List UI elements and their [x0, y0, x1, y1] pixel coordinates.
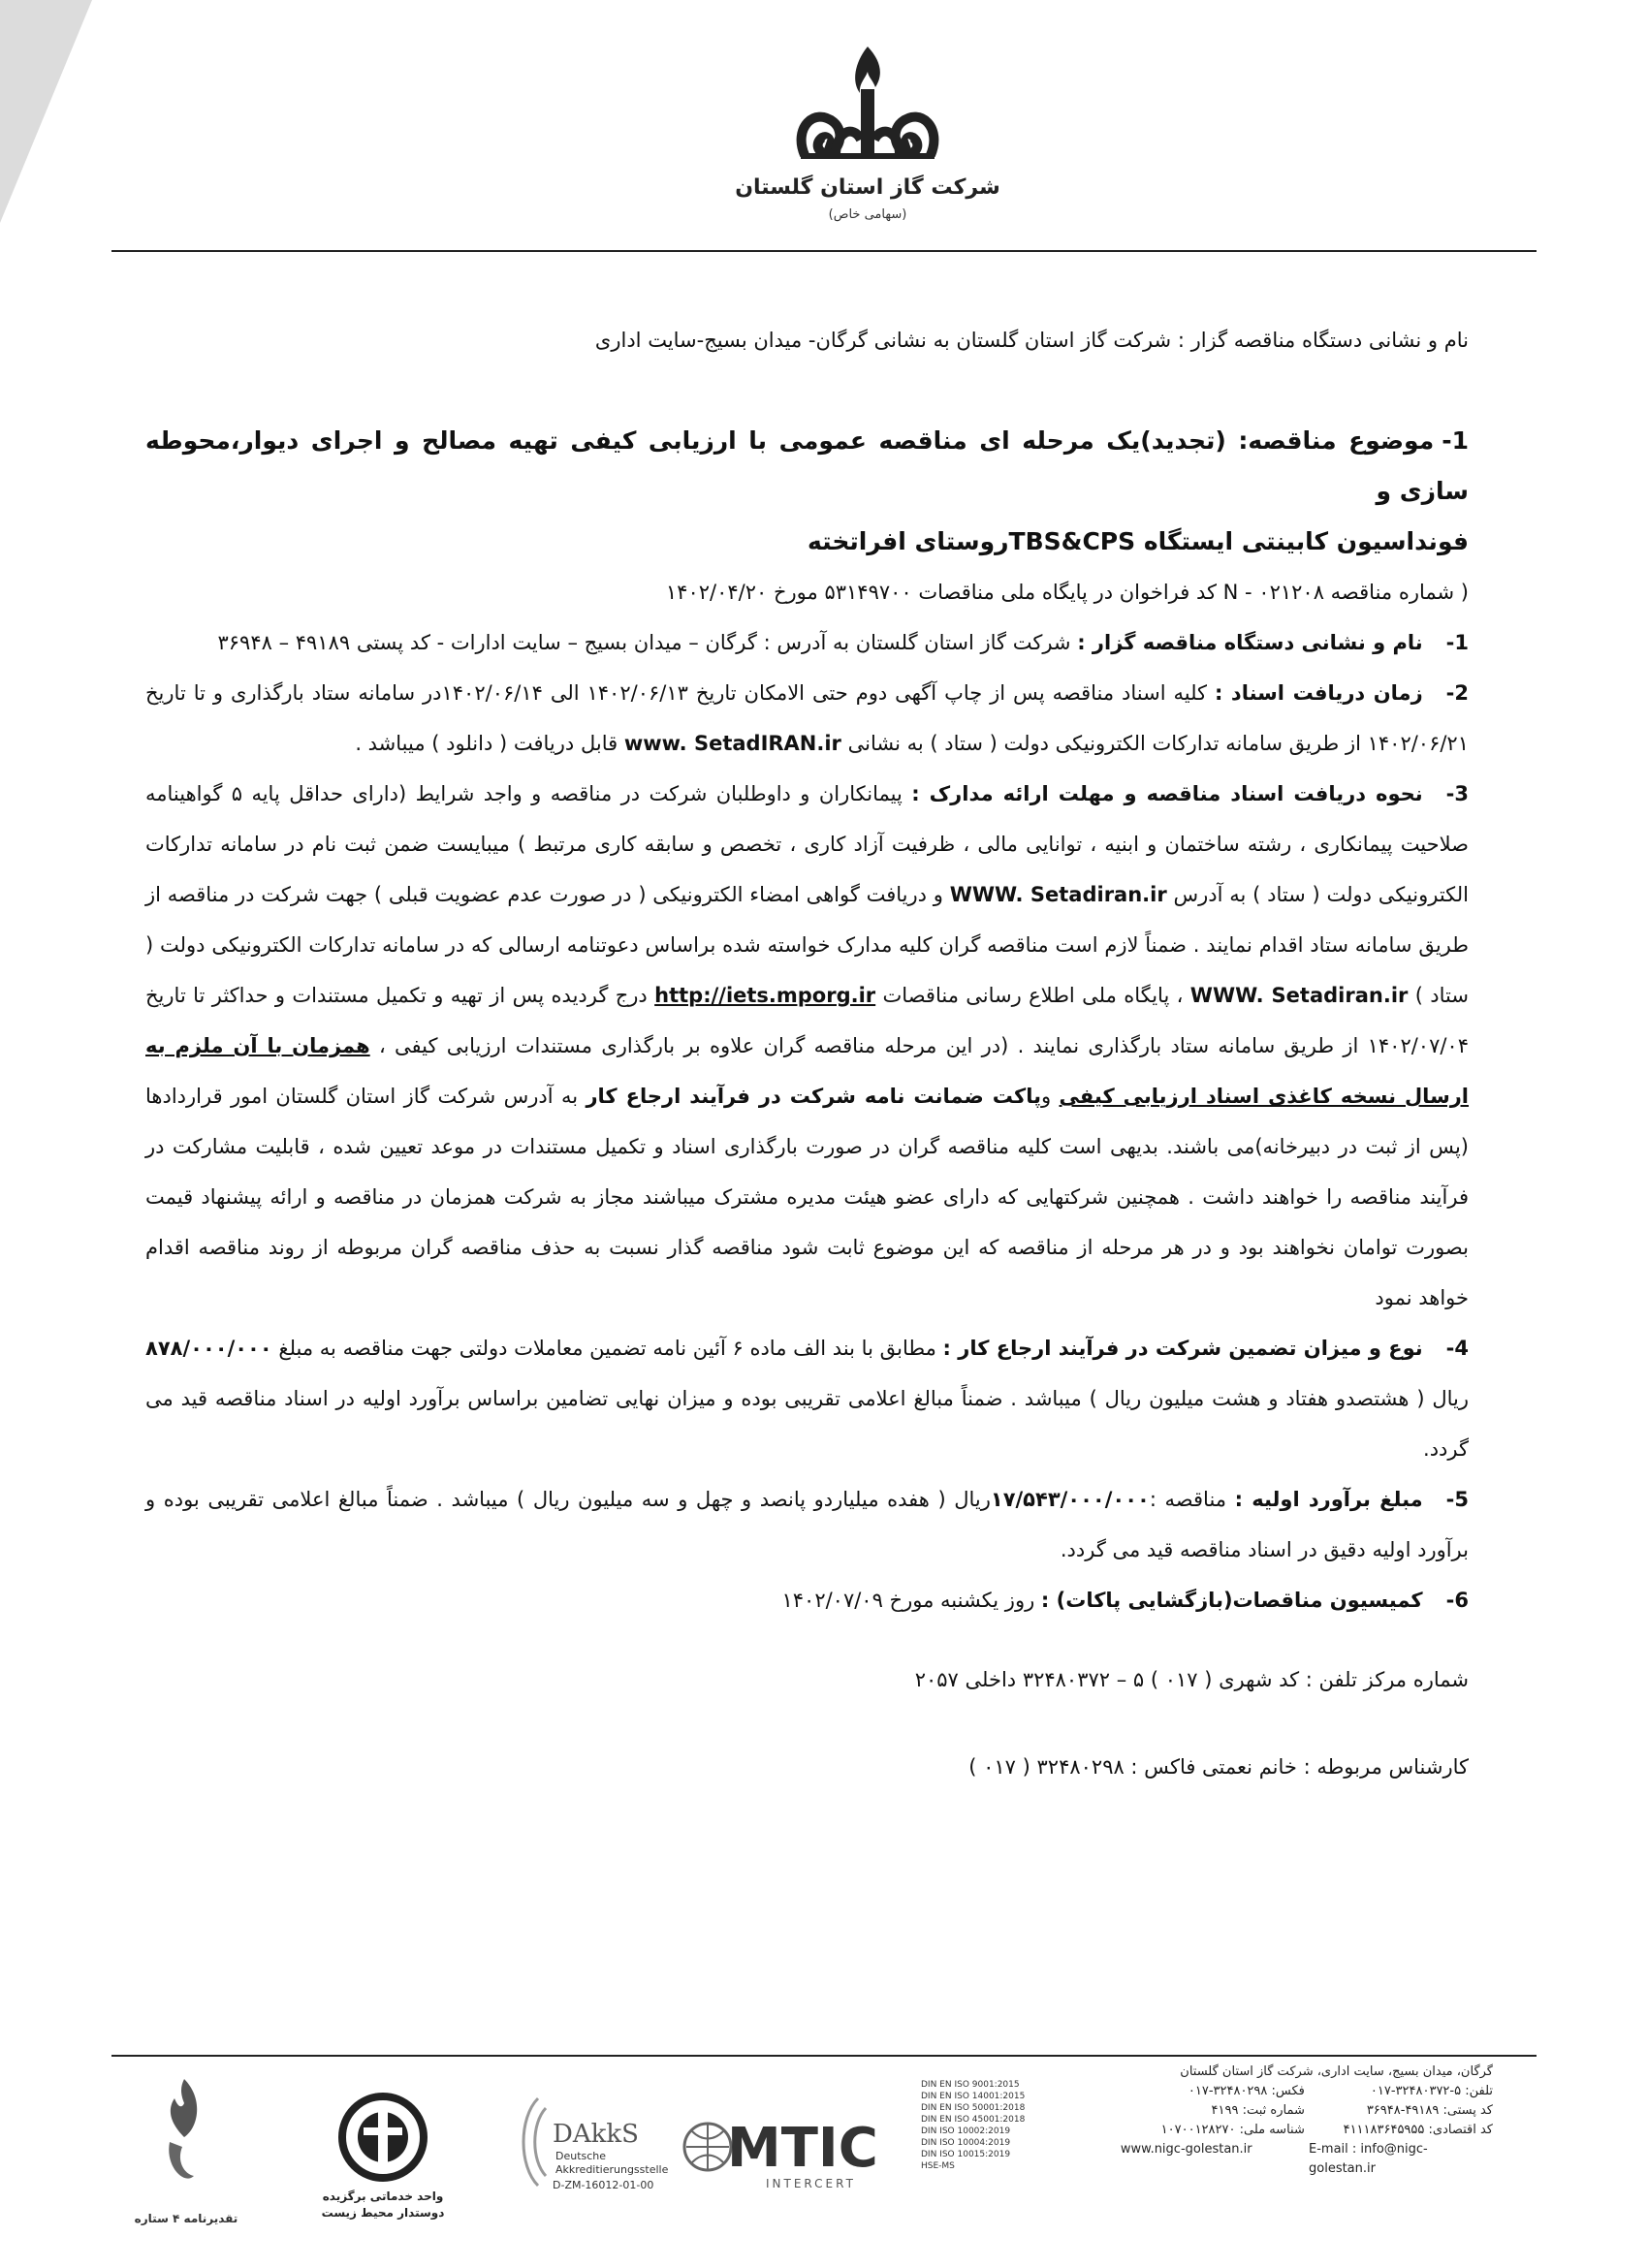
logo-subcaption: (سهامی خاص)	[828, 207, 907, 222]
four-star-award-icon	[135, 2079, 238, 2225]
subject-station-code: TBS&CPS	[1008, 527, 1136, 555]
iso-line: DIN EN ISO 9001:2015	[921, 2080, 1020, 2090]
setadiran-link-2[interactable]: WWW. Setadiran.ir	[949, 883, 1167, 906]
item-6-heading: کمیسیون مناقصات(بازگشایی پاکات) :	[1040, 1589, 1423, 1612]
subject-line-1: موضوع مناقصه: (تجدید)یک مرحله ای مناقصه عمومی با ارزیابی کیفی تهیه مصالح و اجرای دیوار،محوطه سازی و	[145, 426, 1469, 505]
item-4	[145, 1323, 1469, 1474]
item-4-heading: نوع و میزان تضمین شرکت در فرآیند ارجاع کار :	[942, 1337, 1423, 1360]
logo-caption: شرکت گاز استان گلستان	[735, 175, 1000, 200]
iso-line: DIN EN ISO 45001:2018	[921, 2115, 1026, 2125]
item-5	[145, 1474, 1469, 1575]
footer-row-1	[1115, 2082, 1493, 2101]
footer-national: شناسه ملی: ۱۰۷۰۰۱۲۸۲۷۰	[1160, 2123, 1305, 2137]
dakks-code: D-ZM-16012-01-00	[553, 2179, 654, 2191]
footer-email[interactable]: E-mail : info@nigc-golestan.ir	[1309, 2142, 1428, 2176]
item-2-number: 2-	[1445, 681, 1469, 705]
item-3-emphasis: همزمان با آن ملزم به ارسال نسخه کاغذی اسناد ارزیابی کیفی	[145, 1034, 1470, 1108]
tender-number: N - ۰۲۱۲۰۸	[1222, 581, 1324, 604]
item-2-heading: زمان دریافت اسناد :	[1214, 681, 1423, 705]
mtic-sub: INTERCERT	[766, 2177, 856, 2190]
iets-link[interactable]: http://iets.mporg.ir	[654, 984, 876, 1007]
company-logo	[735, 39, 1000, 237]
tender-number-label: ( شماره مناقصه	[1324, 581, 1469, 604]
gas-flame-emblem-icon	[735, 39, 1000, 237]
mtic-brand: MTIC	[727, 2117, 878, 2180]
iso-line: DIN EN ISO 14001:2015	[921, 2092, 1026, 2101]
item-3	[145, 769, 1469, 1323]
item-5-text-a: مناقصه :	[1149, 1488, 1235, 1511]
authority-line: نام و نشانی دستگاه مناقصه گزار : شرکت گاز استان گلستان به نشانی گرگان- میدان بسیج-سایت اداری	[594, 329, 1469, 352]
tender-subject	[145, 416, 1469, 567]
iso-line: DIN ISO 10015:2019	[921, 2150, 1011, 2159]
item-3-number: 3-	[1445, 782, 1470, 805]
dakks-sub-1: Deutsche	[555, 2150, 607, 2162]
footer-econ: کد اقتصادی: ۴۱۱۱۸۳۶۴۵۹۵۵	[1343, 2123, 1493, 2137]
phone-line: شماره مرکز تلفن : کد شهری ( ۰۱۷ ) ۵ – ۳۲۴۸۰۳۷۲ داخلی ۲۰۵۷	[914, 1668, 1469, 1691]
item-3-text-f: به آدرس شرکت گاز استان گلستان امور قراردادها (پس از ثبت در دبیرخانه)می باشند. بدیهی است کلیه مناقصه گران در صورت بارگذاری اسناد و تکمیل مستندات در موعد تعیین شده ، قابلیت مشارکت در فرآیند مناقصه را خواهند داشت . همچنین شرکتهایی که دارای عضو هیئت مدیره مشترک میباشند مجاز به شرکت همزمان در مناقصه و ارائه پیشنهاد قیمت بصورت توامان نخواهند بود و در هر مرحله از مناقصه که این موضوع ثابت شود مناقصه گذار نسبت به حذف مناقصه گران مربوطه از روند مناقصه اقدام خواهد نمود	[145, 1085, 1469, 1309]
item-3-text-b: و دریافت گواهی امضاء الکترونیکی ( در صورت عدم عضویت قبلی ) جهت شرکت در مناقصه از طریق سامانه ستاد اقدام نمایند . ضمناً لازم است مناقصه گران کلیه مدارک خواسته شده براساس دعوتنامه ارسالی که در سامانه تدارکات الکترونیکی دولت ( ستاد )	[145, 883, 1469, 1007]
footer-reg: شماره ثبت: ۴۱۹۹	[1211, 2103, 1305, 2118]
item-5-text-b: ریال ( هفده میلیاردو پانصد و چهل و سه میلیون ریال ) میباشد . ضمناً مبالغ اعلامی تقریبی بوده و برآورد اولیه دقیق در اسناد مناقصه قید می گردد.	[145, 1488, 1469, 1561]
tender-number-line	[145, 567, 1469, 617]
subject-line-2a: فونداسیون کابینتی ایستگاه	[1135, 527, 1469, 555]
subject-line-2b: روستای افراتخته	[807, 527, 1009, 555]
setadiran-link-3[interactable]: WWW. Setadiran.ir	[1189, 984, 1409, 1007]
green-unit-emblem-icon	[322, 2096, 445, 2221]
expert-line: کارشناس مربوطه : خانم نعمتی فاکس : ۳۲۴۸۰۲۹۸ ( ۰۱۷ )	[968, 1755, 1469, 1779]
tender-call-code: کد فراخوان در پایگاه ملی مناقصات ۵۳۱۴۹۷۰۰ مورخ ۱۴۰۲/۰۴/۲۰	[665, 581, 1223, 604]
scanned-page-corner	[0, 0, 92, 223]
item-4-text-a: مطابق با بند الف ماده ۶ آئین نامه تضمین معاملات دولتی جهت مناقصه به مبلغ	[271, 1337, 943, 1360]
item-4-number: 4-	[1445, 1337, 1469, 1360]
estimate-amount: ۱۷/۵۴۳/۰۰۰/۰۰۰	[990, 1488, 1150, 1511]
header-divider	[111, 250, 1537, 252]
footer-website[interactable]: www.nigc-golestan.ir	[1120, 2142, 1252, 2157]
setadiran-link[interactable]: www. SetadIRAN.ir	[623, 732, 841, 755]
item-1-heading: نام و نشانی دستگاه مناقصه گزار :	[1077, 631, 1423, 654]
footer-fax: فکس: ۳۲۴۸۰۲۹۸-۰۱۷	[1188, 2084, 1305, 2098]
iso-line: DIN ISO 10002:2019	[921, 2126, 1011, 2136]
footer-divider	[111, 2055, 1537, 2057]
iso-certificates-list	[921, 2080, 1026, 2171]
item-3-text-a: پیمانکاران و داوطلبان شرکت در مناقصه و واجد شرایط (دارای حداقل پایه ۵ گواهینامه صلاحیت پیمانکاری ، رشته ساختمان و ابنیه ، توانایی مالی ، ظرفیت آزاد کاری ، تخصص و سابقه کاری مرتبط ) میبایست ضمن ثبت نام در سامانه تدارکات الکترونیکی دولت ( ستاد ) به آدرس	[145, 782, 1469, 906]
item-1-number: 1-	[1445, 631, 1469, 654]
dakks-accreditation-logo	[523, 2098, 669, 2191]
item-5-number: 5-	[1445, 1488, 1469, 1511]
item-4-text-b: ریال ( هشتصدو هفتاد و هشت میلیون ریال ) میباشد . ضمناً مبالغ اعلامی تقریبی بوده و میزان نهایی تضامین براساس برآورد اولیه در اسناد مناقصه قید می گردد.	[145, 1387, 1469, 1461]
item-1	[145, 617, 1469, 668]
item-6-number: 6-	[1445, 1589, 1469, 1612]
item-2-text-a: کلیه اسناد مناقصه پس از چاپ آگهی دوم حتی الامکان تاریخ ۱۴۰۲/۰۶/۱۳ الی ۱۴۰۲/۰۶/۱۴در سامانه ستاد بارگذاری و تا تاریخ ۱۴۰۲/۰۶/۲۱ از طریق سامانه تدارکات الکترونیکی دولت ( ستاد ) به نشانی	[145, 681, 1469, 755]
item-3-text-d: درج گردیده پس از تهیه و تکمیل مستندات و حداکثر تا تاریخ ۱۴۰۲/۰۷/۰۴ از طریق سامانه ستاد بارگذاری نمایند . (در این مرحله مناقصه گران علاوه بر بارگذاری مستندات ارزیابی کیفی ،	[145, 984, 1469, 1057]
award-caption: تقدیرنامه ۴ ستاره	[134, 2212, 238, 2225]
item-6-text: روز یکشنبه مورخ ۱۴۰۲/۰۷/۰۹	[781, 1589, 1041, 1612]
subject-number: 1-	[1442, 426, 1469, 455]
tender-announcement-body	[145, 315, 1469, 1792]
footer-row-2	[1115, 2101, 1493, 2121]
env-caption-2: دوستدار محیط زیست	[321, 2206, 445, 2220]
item-6	[145, 1575, 1469, 1625]
dakks-title: DAkkS	[553, 2120, 639, 2149]
item-2	[145, 668, 1469, 769]
item-3-heading: نحوه دریافت اسناد مناقصه و مهلت ارائه مدارک :	[911, 782, 1423, 805]
footer-contact-info	[1115, 2063, 1493, 2179]
env-caption-1: واحد خدماتی برگزیده	[322, 2189, 444, 2203]
iso-line: DIN EN ISO 50001:2018	[921, 2103, 1026, 2113]
footer-address: گرگان، میدان بسیج، سایت اداری، شرکت گاز استان گلستان	[1180, 2064, 1493, 2079]
dakks-sub-2: Akkreditierungsstelle	[555, 2163, 669, 2176]
mtic-intercert-logo	[684, 2117, 878, 2190]
guarantee-amount: ۸۷۸/۰۰۰/۰۰۰	[145, 1337, 272, 1360]
footer-postal: کد پستی: ۴۹۱۸۹-۳۶۹۴۸	[1366, 2103, 1493, 2118]
iso-line: DIN ISO 10004:2019	[921, 2138, 1011, 2148]
item-1-text: شرکت گاز استان گلستان به آدرس : گرگان – میدان بسیج – سایت ادارات - کد پستی ۴۹۱۸۹ – ۳۶۹۴۸	[217, 631, 1078, 654]
footer-phone: تلفن: ۵-۳۲۴۸۰۳۷۲-۰۱۷	[1370, 2084, 1493, 2098]
footer-row-3	[1115, 2121, 1493, 2140]
footer-row-4	[1115, 2140, 1493, 2179]
item-5-heading: مبلغ برآورد اولیه :	[1234, 1488, 1423, 1511]
item-3-text-e: و	[1041, 1085, 1060, 1108]
item-3-emphasis-2: پاکت ضمانت نامه شرکت در فرآیند ارجاع کار	[586, 1085, 1041, 1108]
item-2-text-b: قابل دریافت ( دانلود ) میباشد .	[355, 732, 624, 755]
item-3-text-c: ، پایگاه ملی اطلاع رسانی مناقصات	[875, 984, 1190, 1007]
iso-line: HSE-MS	[921, 2161, 955, 2171]
